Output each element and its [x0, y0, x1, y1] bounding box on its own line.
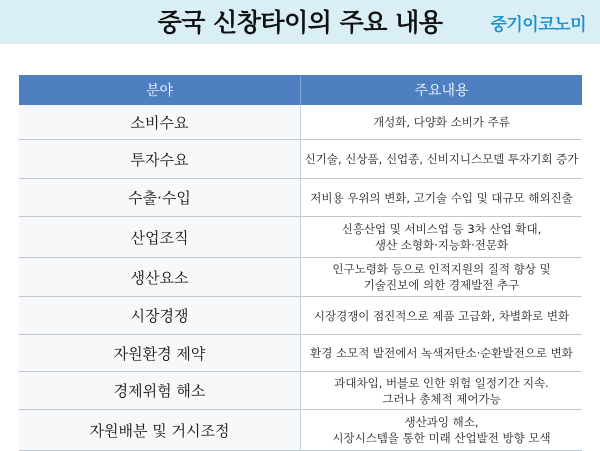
column-header-content: 주요내용	[301, 75, 583, 105]
row-content-line: 시장시스템을 통한 미래 산업발전 방향 모색	[332, 431, 551, 445]
row-field: 자원환경 제약	[19, 335, 301, 372]
row-content-line: 환경 소모적 발전에서 녹색저탄소·순환발전으로 변화	[310, 346, 573, 360]
table-row	[19, 217, 582, 258]
row-content-line: 그러나 총체적 제어가능	[382, 391, 501, 406]
row-content-line: 기술진보에 의한 경제발전 추구	[363, 278, 520, 292]
row-content-line: 시장경쟁이 점진적으로 제품 고급화, 차별화로 변화	[313, 308, 570, 323]
table-row	[19, 258, 582, 297]
table-row	[19, 140, 582, 179]
row-content	[301, 335, 583, 372]
table-row	[19, 335, 582, 372]
row-content	[301, 140, 583, 179]
row-content	[301, 258, 583, 297]
row-content-line: 과대차입, 버블로 인한 위험 일정기간 지속.	[334, 375, 549, 390]
row-content-line: 생산 소형화·지능화·전문화	[374, 238, 509, 252]
row-field: 소비수요	[19, 105, 301, 140]
row-content	[301, 217, 583, 258]
brand-logo-text: 중기이코노미	[490, 15, 586, 35]
row-content	[301, 372, 583, 410]
table-row	[19, 297, 582, 335]
row-content-line: 신흥산업 및 서비스업 등 3차 산업 확대,	[341, 222, 542, 236]
row-field: 산업조직	[19, 217, 301, 258]
row-field: 생산요소	[19, 258, 301, 297]
row-field: 경제위험 해소	[19, 372, 301, 410]
row-field: 자원배분 및 거시조정	[19, 410, 301, 451]
row-content-line: 생산과잉 해소,	[404, 415, 479, 429]
row-content	[301, 179, 583, 217]
column-header-field: 분야	[19, 75, 301, 105]
row-content	[301, 410, 583, 451]
row-field: 투자수요	[19, 140, 301, 179]
row-content-line: 신기술, 신상품, 신업종, 신비지니스모델 투자기회 증가	[304, 152, 579, 166]
row-field: 시장경쟁	[19, 297, 301, 335]
row-content	[301, 297, 583, 335]
table-header-row	[19, 75, 582, 105]
row-content	[301, 105, 583, 140]
row-content-line: 저비용 우위의 변화, 고기술 수입 및 대규모 해외진출	[310, 190, 573, 205]
row-content-line: 개성화, 다양화 소비가 주류	[373, 115, 510, 129]
table-row	[19, 372, 582, 410]
content-table	[19, 75, 582, 451]
table-row	[19, 105, 582, 140]
table-row	[19, 410, 582, 451]
page-title: 중국 신창타이의 주요 내용	[157, 8, 443, 37]
row-field: 수출·수입	[19, 179, 301, 217]
table-row	[19, 179, 582, 217]
row-content-line: 인구노령화 등으로 인적지원의 질적 향상 및	[332, 262, 551, 276]
